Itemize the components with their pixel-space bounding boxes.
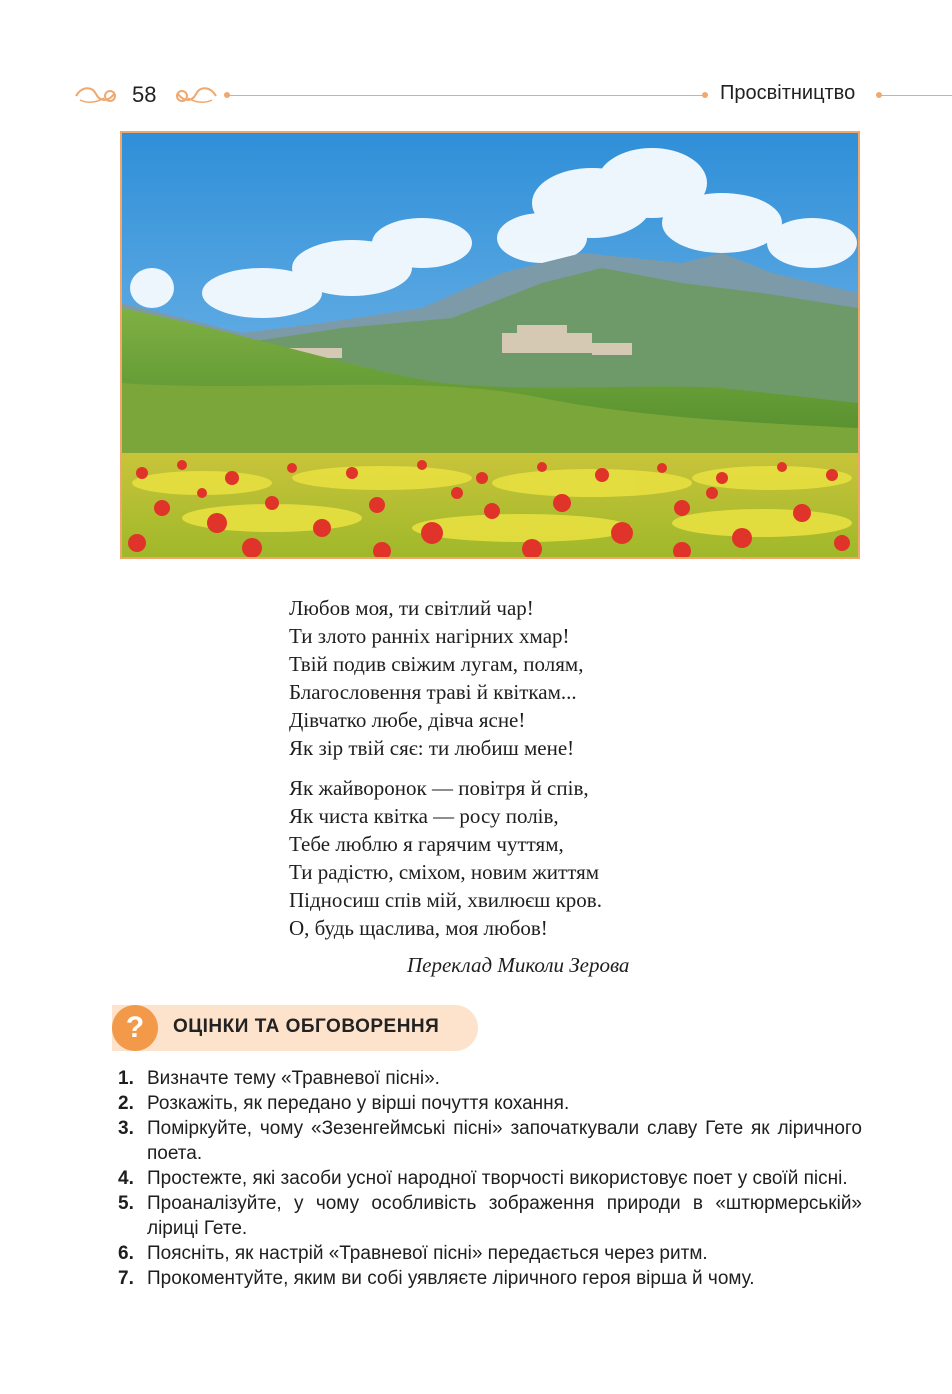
poem-line: Як жайворонок — повітря й спів, [289, 776, 589, 800]
poem-line: Дівчатко любе, дівча ясне! [289, 708, 526, 732]
poem-line: Як зір твій сяє: ти любиш мене! [289, 736, 575, 760]
question-item [118, 1066, 862, 1091]
questions-title: ОЦІНКИ ТА ОБГОВОРЕННЯ [173, 1016, 440, 1037]
question-number: 1. [118, 1068, 134, 1089]
poem-line: Підносиш спів мій, хвилюєш кров. [289, 888, 602, 912]
landscape-photo [120, 131, 860, 559]
page-number: 58 [132, 82, 157, 107]
question-text: Поясніть, як настрій «Травневої пісні» передається через ритм. [147, 1243, 708, 1264]
meadow-illustration [122, 133, 858, 557]
question-text: Визначте тему «Травневої пісні». [147, 1068, 440, 1089]
page-header [0, 78, 952, 112]
poem-line: Любов моя, ти світлий чар! [289, 596, 534, 620]
question-number: 2. [118, 1093, 134, 1114]
question-list [118, 1066, 862, 1291]
question-item [118, 1191, 862, 1241]
poem-stanza-2 [289, 774, 602, 942]
question-text: Поміркуйте, чому «Зезенгеймські пісні» започаткували славу Гете як ліричного поета. [147, 1118, 862, 1164]
header-rule [228, 95, 706, 96]
poem-line: Ти злото ранніх нагірних хмар! [289, 624, 570, 648]
poem-stanza-1 [289, 594, 602, 762]
question-number: 6. [118, 1243, 134, 1264]
poem-line: О, будь щаслива, моя любов! [289, 916, 548, 940]
poem [289, 594, 602, 942]
question-item [118, 1166, 862, 1191]
question-number: 4. [118, 1168, 134, 1189]
translator-credit: Переклад Миколи Зерова [407, 953, 630, 977]
question-item [118, 1241, 862, 1266]
right-ornament-icon [172, 84, 218, 106]
poem-line: Ти радістю, сміхом, новим життям [289, 860, 600, 884]
question-mark-icon: ? [112, 1005, 158, 1051]
question-text: Прокоментуйте, яким ви собі уявляєте ліричного героя вірша й чому. [147, 1268, 755, 1289]
section-title: Просвітництво [720, 82, 856, 104]
question-text: Простежте, які засоби усної народної творчості використовує поет у своїй пісні. [147, 1168, 848, 1189]
question-item [118, 1091, 862, 1116]
rule-dot [702, 92, 708, 98]
question-text: Розкажіть, як передано у вірші почуття кохання. [147, 1093, 570, 1114]
poem-line: Благословення траві й квіткам... [289, 680, 577, 704]
poem-line: Як чиста квітка — росу полів, [289, 804, 559, 828]
question-number: 3. [118, 1118, 134, 1139]
poem-line: Тебе люблю я гарячим чуттям, [289, 832, 564, 856]
left-ornament-icon [74, 84, 120, 106]
question-text: Проаналізуйте, у чому особливість зображення природи в «штюрмерській» ліриці Гете. [147, 1193, 862, 1239]
poem-line: Твій подив свіжим лугам, полям, [289, 652, 584, 676]
question-number: 5. [118, 1193, 134, 1214]
question-item [118, 1266, 862, 1291]
question-number: 7. [118, 1268, 134, 1289]
question-item [118, 1116, 862, 1166]
header-rule-right [880, 95, 952, 96]
